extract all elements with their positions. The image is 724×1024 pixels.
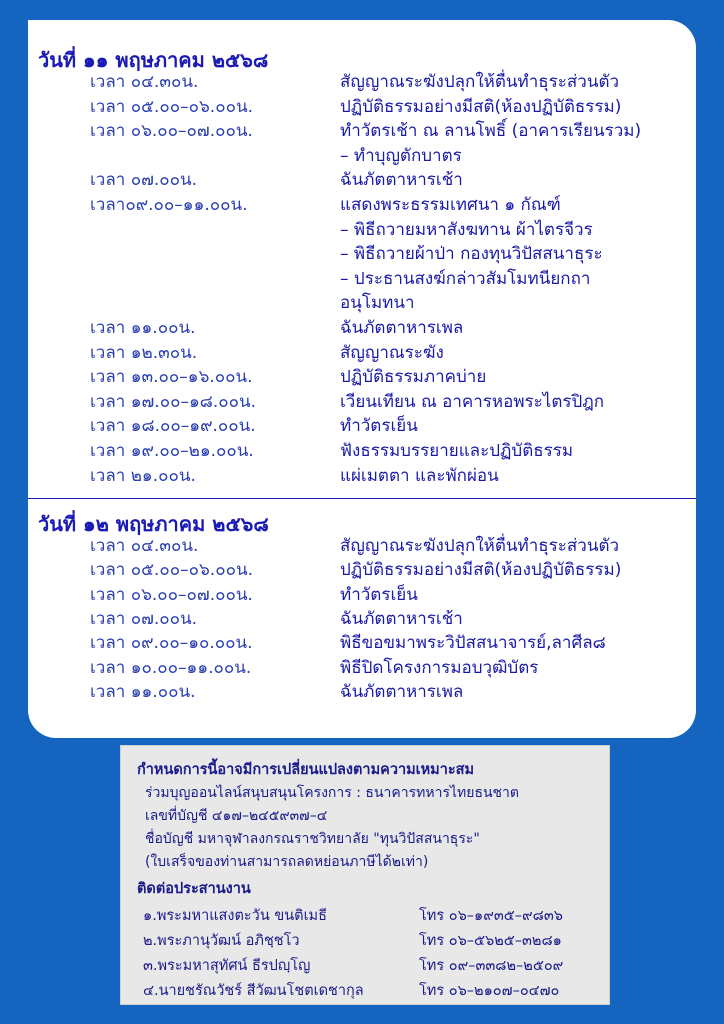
activity-label: สัญญาณระฆังปลุกให้ตื่นทำธุระส่วนตัว (340, 72, 620, 92)
activity-label: ทำวัตรเช้า ณ ลานโพธิ์ (อาคารเรียนรวม) (340, 121, 642, 142)
tax-note-line: (ใบเสร็จของท่านสามารถลดหย่อนภาษีได้๒เท่า) (145, 854, 429, 870)
contact-phone: โทร ๐๖–๕๖๒๕–๓๒๘๑ (419, 933, 562, 949)
activity-label: ปฏิบัติธรรมภาคบ่าย (340, 367, 487, 388)
time-label: เวลา ๐๗.๐๐น. (90, 170, 198, 191)
activity-label: เวียนเทียน ณ อาคารหอพระไตรปิฎก (340, 391, 605, 412)
time-label: เวลา ๐๕.๐๐–๐๖.๐๐น. (90, 96, 253, 117)
donation-line: ร่วมบุญออนไลน์สนุบสนุนโครงการ : ธนาคารทหารไทยธนชาต (145, 785, 520, 801)
time-label: เวลา ๑๙.๐๐–๒๑.๐๐น. (90, 441, 254, 461)
contact-heading: ติดต่อประสานงาน (137, 881, 251, 897)
activity-label: ฉันภัตตาหารเช้า (340, 170, 463, 191)
activity-label: ฉันภัตตาหารเพล (340, 681, 464, 702)
activity-label: ทำวัตรเย็น (340, 584, 418, 605)
time-label: เวลา ๒๑.๐๐น. (90, 465, 196, 486)
contact-name: ๔.นายชรัณวัชร์ สีวัฒนโชตเดชากุล (143, 983, 364, 999)
day-divider (28, 498, 696, 499)
activity-subitem: – พิธีถวายผ้าป่า กองทุนวิปัสสนาธุระ (340, 244, 603, 265)
activity-subitem: – พิธีถวายมหาสังฆทาน ผ้าไตรจีวร (340, 219, 593, 240)
time-label: เวลา ๐๖.๐๐–๐๗.๐๐น. (90, 584, 253, 605)
contact-name: ๑.พระมหาแสงตะวัน ขนติเมธี (143, 908, 327, 924)
time-label: เวลา ๑๓.๐๐–๑๖.๐๐น. (90, 367, 253, 388)
activity-label: ทำวัตรเย็น (340, 416, 418, 437)
notice-heading: กำหนดการนี้อาจมีการเปลี่ยนแปลงตามความเหมาะสม (137, 762, 475, 778)
contact-name: ๒.พระภานุวัฒน์ อภิชฺชโว (143, 933, 300, 949)
time-label: เวลา๐๙.๐๐–๑๑.๐๐น. (90, 195, 248, 215)
activity-label: ฉันภัตตาหารเช้า (340, 608, 463, 629)
time-label: เวลา ๑๑.๐๐น. (90, 318, 196, 338)
time-label: เวลา ๐๖.๐๐–๐๗.๐๐น. (90, 121, 253, 142)
contact-phone: โทร ๐๙–๓๓๘๒–๒๕๐๙ (419, 958, 564, 974)
time-label: เวลา ๐๔.๓๐น. (90, 72, 199, 92)
time-label: เวลา ๑๗.๐๐–๑๘.๐๐น. (90, 391, 257, 412)
account-number-line: เลขที่บัญชี ๔๑๗–๒๔๕๙๓๗–๔ (145, 808, 328, 824)
time-label: เวลา ๑๐.๐๐–๑๑.๐๐น. (90, 657, 252, 678)
time-label: เวลา ๐๗.๐๐น. (90, 608, 198, 629)
activity-label: สัญญาณระฆัง (340, 342, 444, 363)
day2-heading: วันที่ ๑๒ พฤษภาคม ๒๕๖๘ (38, 512, 269, 536)
activity-label: สัญญาณระฆังปลุกให้ตื่นทำธุระส่วนตัว (340, 536, 620, 556)
notice-box (120, 745, 610, 1005)
contact-phone: โทร ๐๖–๑๙๓๕–๙๘๓๖ (419, 908, 563, 924)
schedule-card (28, 20, 696, 738)
activity-label: พิธีขอขมาพระวิปัสสนาจารย์,ลาศีล๘ (340, 633, 606, 654)
activity-subitem: – ประธานสงฆ์กล่าวสัมโมทนียกถา (340, 268, 591, 289)
activity-label: พิธีปิดโครงการมอบวุฒิบัตร (340, 657, 539, 678)
activity-label: แสดงพระธรรมเทศนา ๑ กัณฑ์ (340, 195, 561, 215)
activity-label: ปฏิบัติธรรมอย่างมีสติ(ห้องปฏิบัติธรรม) (340, 560, 622, 581)
activity-subitem: – ทำบุญตักบาตร (340, 145, 462, 166)
activity-label: ฟังธรรมบรรยายและปฏิบัติธรรม (340, 441, 574, 461)
activity-label: แผ่เมตตา และพักผ่อน (340, 465, 499, 486)
day1-heading: วันที่ ๑๑ พฤษภาคม ๒๕๖๘ (38, 48, 269, 72)
activity-subitem: อนุโมทนา (340, 293, 415, 314)
contact-phone: โทร ๐๖–๒๑๐๗–๐๔๗๐ (419, 983, 560, 999)
time-label: เวลา ๑๑.๐๐น. (90, 681, 196, 702)
time-label: เวลา ๐๙.๐๐–๑๐.๐๐น. (90, 633, 253, 654)
time-label: เวลา ๑๒.๓๐น. (90, 342, 198, 363)
contact-name: ๓.พระมหาสุทัศน์ ธีรปญฺโญ (143, 958, 311, 974)
time-label: เวลา ๐๕.๐๐–๐๖.๐๐น. (90, 560, 253, 581)
time-label: เวลา ๑๘.๐๐–๑๙.๐๐น. (90, 416, 256, 437)
time-label: เวลา ๐๔.๓๐น. (90, 536, 199, 556)
activity-label: ฉันภัตตาหารเพล (340, 318, 464, 338)
account-name-line: ชื่อบัญชี มหาจุฬาลงกรณราชวิทยาลัย "ทุนวิปัสสนาธุระ" (145, 831, 480, 847)
activity-label: ปฏิบัติธรรมอย่างมีสติ(ห้องปฏิบัติธรรม) (340, 96, 622, 117)
